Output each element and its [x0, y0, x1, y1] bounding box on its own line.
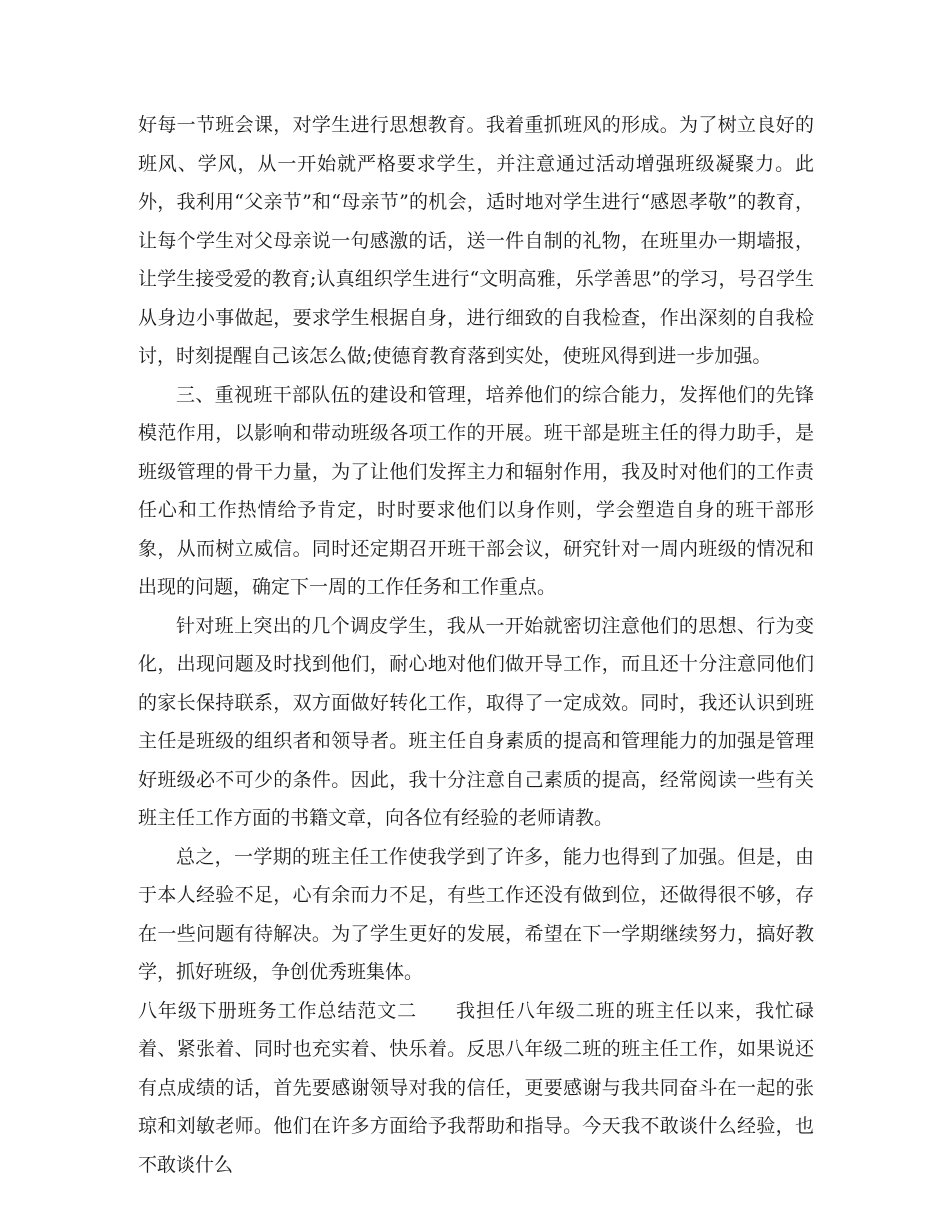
second-sample-heading: 八年级下册班务工作总结范文二 — [138, 999, 418, 1022]
document-body — [138, 106, 814, 1184]
paragraph-section-three: 三、重视班干部队伍的建设和管理，培养他们的综合能力，发挥他们的先锋模范作用，以影响和带动班级各项工作的开展。班干部是班主任的得力助手，是班级管理的骨干力量，为了让他们发挥主力和辐射作用，我及时对他们的工作责任心和工作热情给予肯定，时时要求他们以身作则，学会塑造自身的班干部形象，从而树立威信。同时还定期召开班干部会议，研究针对一周内班级的情况和出现的问题，确定下一周的工作任务和工作重点。 — [138, 383, 814, 598]
paragraph-naughty-students: 针对班上突出的几个调皮学生，我从一开始就密切注意他们的思想、行为变化，出现问题及时找到他们，耐心地对他们做开导工作，而且还十分注意同他们的家长保持联系，双方面做好转化工作，取得了一定成效。同时，我还认识到班主任是班级的组织者和领导者。班主任自身素质的提高和管理能力的加强是管理好班级必不可少的条件。因此，我十分注意自己素质的提高，经常阅读一些有关班主任工作方面的书籍文章，向各位有经验的老师请教。 — [138, 614, 814, 829]
paragraph-conclusion: 总之，一学期的班主任工作使我学到了许多，能力也得到了加强。但是，由于本人经验不足，心有余而力不足，有些工作还没有做到位，还做得很不够，存在一些问题有待解决。为了学生更好的发展，希望在下一学期继续努力，搞好教学，抓好班级，争创优秀班集体。 — [138, 845, 814, 983]
paragraph-continued: 好每一节班会课，对学生进行思想教育。我着重抓班风的形成。为了树立良好的班风、学风，从一开始就严格要求学生，并注意通过活动增强班级凝聚力。此外，我利用“父亲节”和“母亲节”的机会，适时地对学生进行“感恩孝敬”的教育，让每个学生对父母亲说一句感激的话，送一件自制的礼物，在班里办一期墙报，让学生接受爱的教育;认真组织学生进行“文明高雅，乐学善思”的学习，号召学生从身边小事做起，要求学生根据自身，进行细致的自我检查，作出深刻的自我检讨，时刻提醒自己该怎么做;使德育教育落到实处，使班风得到进一步加强。 — [138, 114, 814, 367]
second-sample-paragraph — [138, 992, 814, 1185]
second-sample-text: 我担任八年级二班的班主任以来，我忙碌着、紧张着、同时也充实着、快乐着。反思八年级二班的班主任工作，如果说还有点成绩的话，首先要感谢领导对我的信任，更要感谢与我共同奋斗在一起的张琼和刘敏老师。他们在许多方面给予我帮助和指导。今天我不敢谈什么经验，也不敢谈什么 — [138, 999, 814, 1176]
